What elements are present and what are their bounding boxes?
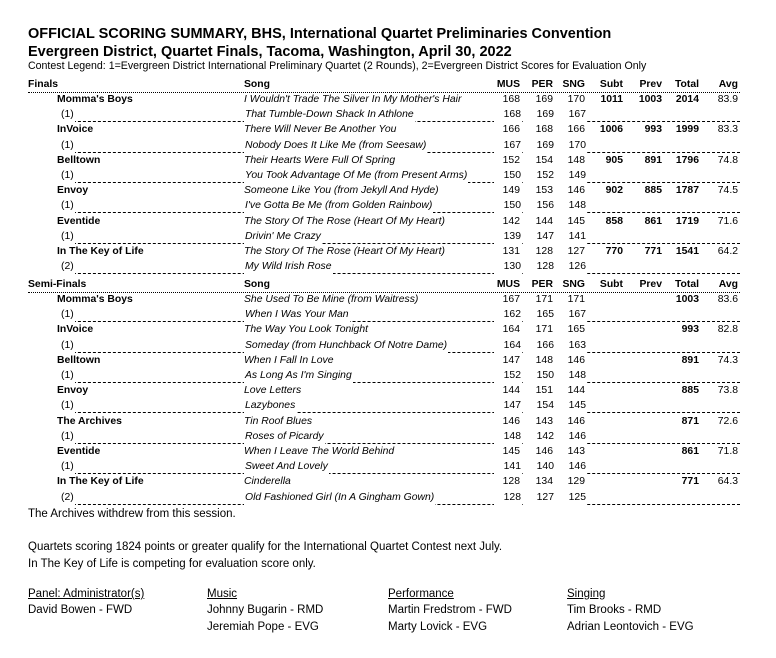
cell-per: 144	[535, 215, 553, 227]
table-row	[0, 323, 776, 338]
cell-mus: 141	[494, 460, 522, 474]
table-row	[0, 199, 776, 214]
table-row	[0, 260, 776, 275]
cell-avg: 83.9	[717, 94, 738, 105]
cell-mus: 131	[502, 246, 520, 257]
cell-first: Envoy	[57, 385, 89, 397]
cell-per: 143	[535, 415, 553, 427]
table-row	[0, 139, 776, 154]
cell-sng: 145	[567, 215, 585, 227]
cell-sng: 127	[567, 246, 585, 257]
table-row	[0, 415, 776, 430]
cell-sng: 143	[567, 446, 585, 457]
cell-first: (1)	[28, 460, 75, 474]
cell-subt: 858	[605, 215, 623, 227]
cell-mus: 167	[494, 139, 522, 153]
header-subt: Subt	[599, 79, 623, 90]
header-prev: Prev	[639, 79, 662, 90]
cell-first: (1)	[28, 108, 75, 122]
cell-sng: 163	[555, 339, 587, 353]
cell-per: 142	[523, 430, 555, 444]
cell-sng: 170	[567, 94, 585, 105]
cell-prev: 861	[644, 215, 662, 227]
table-row	[0, 293, 776, 308]
cell-total: 871	[681, 415, 699, 427]
cell-first: (2)	[28, 260, 75, 274]
panel-music-name: Johnny Bugarin - RMD	[207, 604, 324, 616]
cell-sng: 144	[567, 385, 585, 397]
cell-per: 146	[535, 446, 553, 457]
cell-mus: 150	[494, 199, 522, 213]
cell-sng: 146	[567, 415, 585, 427]
cell-mus: 166	[502, 124, 520, 136]
cell-mus: 145	[502, 446, 520, 457]
cell-song: The Story Of The Rose (Heart Of My Heart)	[244, 215, 445, 227]
cell-sng: 141	[555, 230, 587, 244]
cell-first: (1)	[28, 230, 75, 244]
cell-first: (1)	[28, 139, 75, 153]
cell-sng: 146	[555, 460, 587, 474]
cell-mus: 149	[502, 185, 520, 197]
cell-per: 152	[523, 169, 555, 183]
cell-first: Belltown	[57, 354, 101, 366]
header-mus: MUS	[496, 79, 520, 90]
cell-first: Momma's Boys	[57, 94, 133, 105]
cell-sng: 129	[567, 476, 585, 488]
cell-song: The Story Of The Rose (Heart Of My Heart)	[244, 246, 445, 257]
cell-first: The Archives	[57, 415, 122, 427]
cell-mus: 152	[502, 154, 520, 166]
table-row	[0, 230, 776, 245]
table-row	[0, 430, 776, 445]
cell-prev: 1003	[638, 94, 662, 105]
table-row	[0, 491, 776, 506]
cell-total: 1719	[675, 215, 699, 227]
cell-first: (1)	[28, 169, 75, 183]
cell-first: (1)	[28, 399, 75, 413]
table-row	[0, 369, 776, 384]
cell-sng: 148	[567, 154, 585, 166]
cell-sng: 125	[555, 491, 587, 505]
panel-performance-name: Martin Fredstrom - FWD	[388, 604, 512, 616]
cell-song: Drivin' Me Crazy	[245, 230, 321, 242]
header-sng: SNG	[562, 279, 585, 290]
cell-mus: 147	[502, 354, 520, 366]
cell-first: (2)	[28, 491, 75, 505]
cell-sng: 166	[567, 124, 585, 136]
panel-music-heading: Music	[207, 588, 238, 600]
cell-first: (1)	[28, 199, 75, 213]
table-row	[0, 215, 776, 230]
cell-first: (1)	[28, 308, 75, 322]
cell-total: 1999	[675, 124, 699, 136]
cell-per: 169	[523, 108, 555, 122]
cell-per: 165	[523, 308, 555, 322]
cell-sng: 148	[555, 199, 587, 213]
table-row	[0, 339, 776, 354]
cell-per: 134	[535, 476, 553, 488]
cell-prev: 993	[644, 124, 662, 136]
header-sng: SNG	[562, 79, 585, 90]
cell-avg: 74.3	[717, 354, 738, 366]
cell-sng: 165	[567, 324, 585, 336]
cell-per: 127	[523, 491, 555, 505]
cell-prev: 771	[644, 246, 662, 257]
table-header-row	[0, 78, 776, 93]
cell-per: 169	[535, 94, 553, 105]
cell-sng: 126	[555, 260, 587, 274]
cell-song: Sweet And Lovely	[245, 461, 328, 473]
cell-subt: 1011	[600, 94, 623, 105]
cell-avg: 74.8	[717, 154, 738, 166]
cell-per: 154	[535, 154, 553, 166]
table-row	[0, 445, 776, 460]
cell-avg: 83.6	[717, 294, 738, 305]
cell-song: Someone Like You (from Jekyll And Hyde)	[244, 185, 439, 197]
cell-first: Momma's Boys	[57, 294, 133, 305]
table-row	[0, 384, 776, 399]
evaluation-note: In The Key of Life is competing for evaluation score only.	[28, 558, 316, 570]
cell-first: InVoice	[57, 124, 94, 136]
table-row	[0, 399, 776, 414]
cell-sng: 145	[555, 399, 587, 413]
cell-per: 153	[535, 185, 553, 197]
cell-song: Love Letters	[244, 385, 302, 397]
cell-song: Their Hearts Were Full Of Spring	[244, 154, 396, 166]
cell-mus: 150	[494, 169, 522, 183]
cell-mus: 162	[494, 308, 522, 322]
table-row	[0, 184, 776, 199]
cell-song: Tin Roof Blues	[244, 415, 313, 427]
cell-mus: 139	[494, 230, 522, 244]
cell-mus: 168	[494, 108, 522, 122]
cell-song: Cinderella	[244, 476, 291, 488]
cell-per: 156	[523, 199, 555, 213]
contest-legend: Contest Legend: 1=Evergreen District International Preliminary Quartet (2 Rounds), 2=Evergreen District Scores for Evaluation Only	[28, 60, 647, 72]
cell-subt: 770	[605, 246, 623, 257]
cell-song: When I Fall In Love	[244, 354, 334, 366]
cell-mus: 130	[494, 260, 522, 274]
cell-avg: 73.8	[717, 385, 738, 397]
panel-performance-name: Marty Lovick - EVG	[388, 621, 488, 633]
cell-first: (1)	[28, 430, 75, 444]
table-row	[0, 108, 776, 123]
document-subtitle: Evergreen District, Quartet Finals, Tacoma, Washington, April 30, 2022	[28, 44, 512, 60]
table-row	[0, 475, 776, 490]
cell-avg: 71.8	[717, 446, 738, 457]
cell-avg: 64.3	[717, 476, 738, 488]
panel-performance-heading: Performance	[388, 588, 454, 600]
cell-first: In The Key of Life	[57, 476, 144, 488]
cell-per: 140	[523, 460, 555, 474]
table-header-row	[0, 278, 776, 293]
cell-song: Someday (from Hunchback Of Notre Dame)	[245, 339, 448, 351]
cell-mus: 147	[494, 399, 522, 413]
qualification-note: Quartets scoring 1824 points or greater qualify for the International Quartet Contest next July.	[28, 541, 503, 553]
cell-per: 171	[535, 324, 553, 336]
cell-song: She Used To Be Mine (from Waitress)	[244, 294, 419, 305]
table-row	[0, 154, 776, 169]
cell-first: Eventide	[57, 215, 101, 227]
cell-sng: 170	[555, 139, 587, 153]
cell-total: 1787	[675, 185, 699, 197]
cell-per: 171	[535, 294, 553, 305]
cell-mus: 128	[494, 491, 522, 505]
cell-total: 771	[681, 476, 699, 488]
cell-first: Envoy	[57, 185, 89, 197]
cell-sng: 167	[555, 308, 587, 322]
panel-music-name: Jeremiah Pope - EVG	[207, 621, 319, 633]
cell-song: Lazybones	[245, 400, 296, 412]
cell-sng: 146	[555, 430, 587, 444]
cell-avg: 71.6	[717, 215, 738, 227]
header-per: PER	[531, 79, 553, 90]
cell-mus: 164	[494, 339, 522, 353]
cell-total: 861	[681, 446, 699, 457]
header-total: Total	[674, 79, 699, 90]
cell-song: When I Was Your Man	[245, 309, 349, 321]
cell-first: (1)	[28, 339, 75, 353]
table-row	[0, 93, 776, 108]
cell-song: Old Fashioned Girl (In A Gingham Gown)	[245, 491, 435, 503]
cell-total: 993	[681, 324, 699, 336]
panel-singing-name: Adrian Leontovich - EVG	[567, 621, 694, 633]
header-first: Finals	[28, 79, 59, 90]
cell-song: That Tumble-Down Shack In Athlone	[245, 109, 414, 121]
header-per: PER	[531, 279, 553, 290]
cell-sng: 146	[567, 185, 585, 197]
header-first: Semi-Finals	[28, 279, 87, 290]
cell-avg: 64.2	[717, 246, 738, 257]
cell-prev: 885	[644, 185, 662, 197]
cell-mus: 128	[502, 476, 520, 488]
cell-per: 128	[523, 260, 555, 274]
cell-first: Eventide	[57, 446, 101, 457]
cell-song: As Long As I'm Singing	[245, 370, 352, 381]
cell-song: I Wouldn't Trade The Silver In My Mother's Hair	[244, 94, 462, 105]
cell-avg: 83.3	[717, 124, 738, 136]
cell-avg: 74.5	[717, 185, 738, 197]
cell-song: I've Gotta Be Me (from Golden Rainbow)	[245, 200, 433, 212]
cell-sng: 167	[555, 108, 587, 122]
cell-mus: 142	[502, 215, 520, 227]
cell-per: 151	[535, 385, 553, 397]
cell-first: Belltown	[57, 154, 101, 166]
cell-first: InVoice	[57, 324, 94, 336]
header-song: Song	[244, 279, 270, 290]
cell-total: 1003	[675, 294, 699, 305]
panel-singing-name: Tim Brooks - RMD	[567, 604, 662, 616]
header-subt: Subt	[599, 279, 623, 290]
cell-per: 150	[523, 369, 555, 383]
cell-sng: 146	[567, 354, 585, 366]
cell-avg: 82.8	[717, 324, 738, 336]
table-row	[0, 123, 776, 138]
cell-total: 891	[681, 354, 699, 366]
cell-per: 168	[535, 124, 553, 136]
cell-song: You Took Advantage Of Me (from Present Arms)	[245, 170, 468, 181]
header-prev: Prev	[639, 279, 662, 290]
withdrawal-note: The Archives withdrew from this session.	[28, 508, 236, 520]
cell-mus: 152	[494, 369, 522, 383]
panel-admin-heading: Panel: Administrator(s)	[28, 588, 145, 600]
cell-per: 148	[535, 354, 553, 366]
cell-first: In The Key of Life	[57, 246, 144, 257]
cell-mus: 168	[502, 94, 520, 105]
cell-avg: 72.6	[717, 415, 738, 427]
cell-total: 1796	[675, 154, 699, 166]
cell-song: There Will Never Be Another You	[244, 124, 397, 136]
cell-song: Roses of Picardy	[245, 430, 324, 442]
cell-total: 2014	[675, 94, 699, 105]
cell-subt: 905	[605, 154, 623, 166]
cell-mus: 148	[494, 430, 522, 444]
cell-song: Nobody Does It Like Me (from Seesaw)	[245, 139, 427, 151]
cell-per: 128	[535, 246, 553, 257]
panel-admin-name: David Bowen - FWD	[28, 604, 133, 616]
cell-per: 166	[523, 339, 555, 353]
cell-sng: 148	[555, 369, 587, 383]
cell-mus: 164	[502, 324, 520, 336]
cell-prev: 891	[644, 154, 662, 166]
cell-mus: 144	[502, 385, 520, 397]
header-total: Total	[674, 279, 699, 290]
cell-song: When I Leave The World Behind	[244, 446, 395, 457]
cell-mus: 167	[502, 294, 520, 305]
cell-per: 147	[523, 230, 555, 244]
header-avg: Avg	[718, 279, 738, 290]
cell-per: 169	[523, 139, 555, 153]
cell-subt: 902	[605, 185, 623, 197]
cell-total: 885	[681, 385, 699, 397]
table-row	[0, 354, 776, 369]
cell-total: 1541	[675, 246, 699, 257]
cell-sng: 149	[555, 169, 587, 183]
document-title: OFFICIAL SCORING SUMMARY, BHS, International Quartet Preliminaries Convention	[28, 26, 612, 42]
cell-song: The Way You Look Tonight	[244, 324, 369, 336]
table-row	[0, 460, 776, 475]
header-mus: MUS	[496, 279, 520, 290]
table-row	[0, 169, 776, 184]
cell-subt: 1006	[599, 124, 623, 136]
cell-sng: 171	[567, 294, 585, 305]
cell-mus: 146	[502, 415, 520, 427]
cell-first: (1)	[28, 369, 75, 383]
header-song: Song	[244, 79, 270, 90]
cell-per: 154	[523, 399, 555, 413]
table-row	[0, 245, 776, 260]
panel-singing-heading: Singing	[567, 588, 606, 600]
header-avg: Avg	[718, 79, 738, 90]
table-row	[0, 308, 776, 323]
cell-song: My Wild Irish Rose	[245, 261, 332, 273]
